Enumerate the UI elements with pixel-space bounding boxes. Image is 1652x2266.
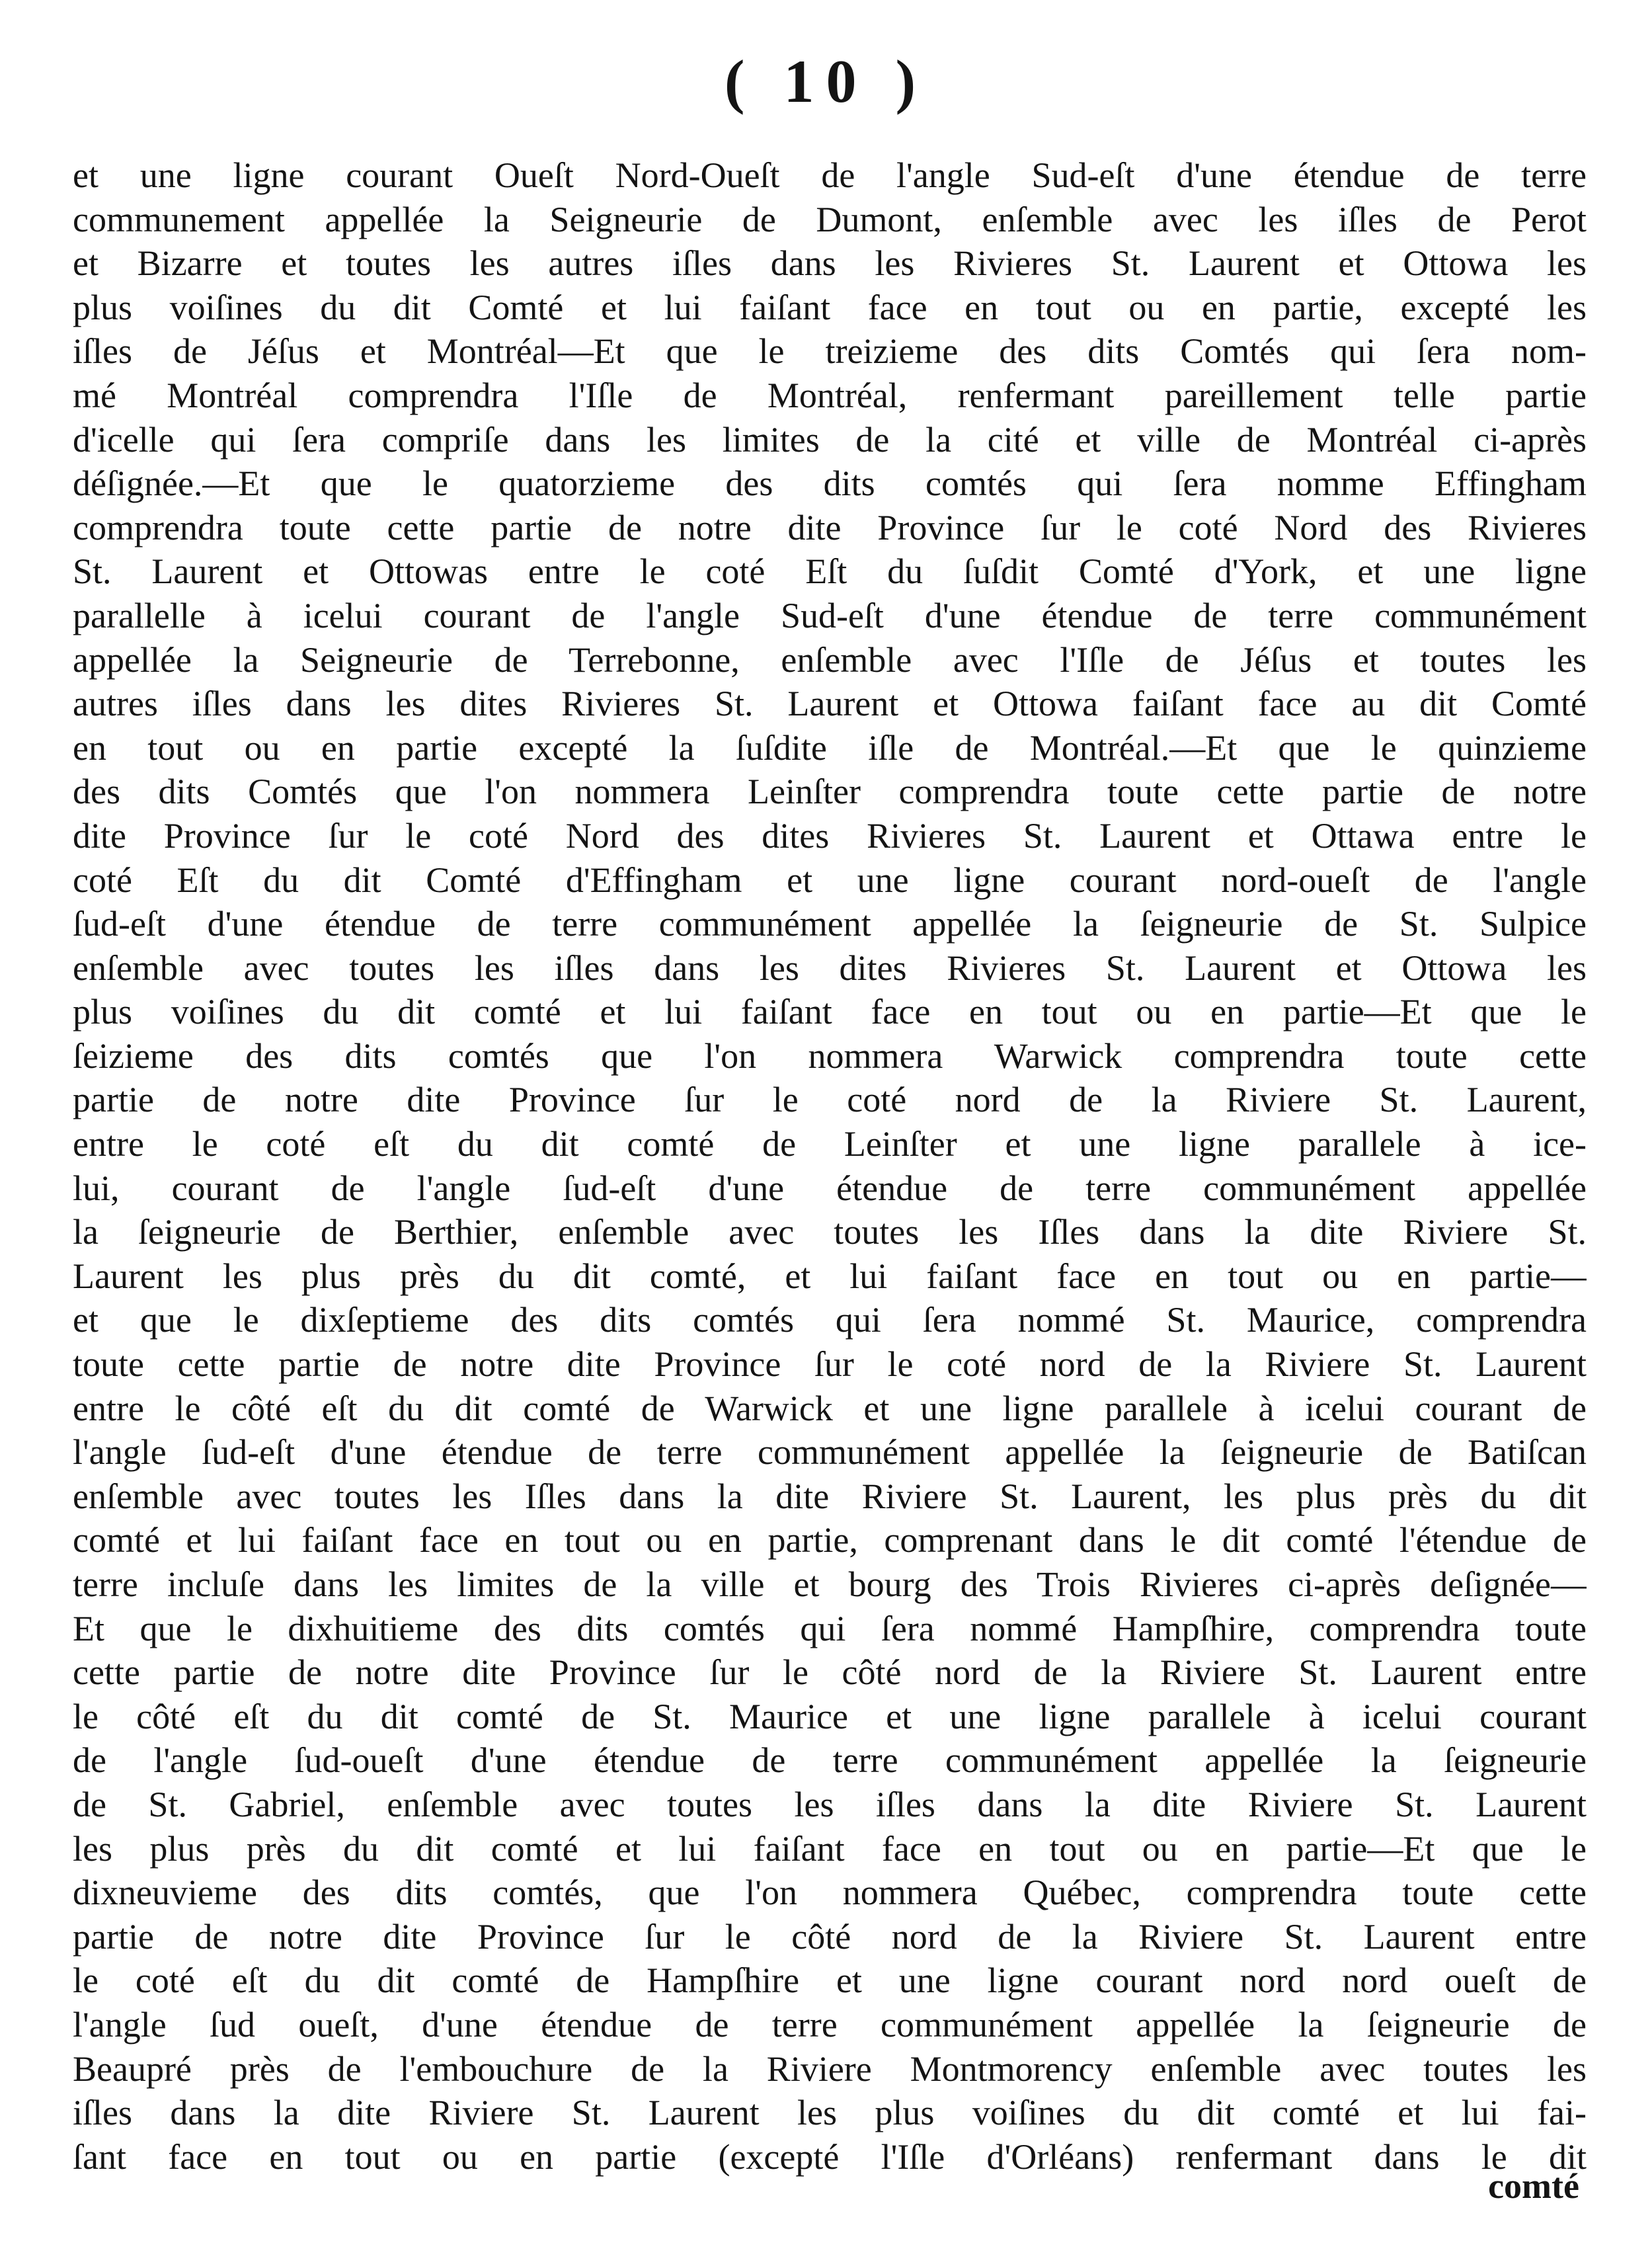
text-line: lui, courant de l'angle ſud-eſt d'une étendue de terre communément appellée bbox=[73, 1168, 1587, 1208]
text-line: Beaupré près de l'embouchure de la Riviere Montmorency enſemble avec toutes les bbox=[73, 2048, 1587, 2089]
text-line: dixneuvieme des dits comtés, que l'on nommera Québec, comprendra toute cette bbox=[73, 1873, 1587, 1913]
page-number: ( 10 ) bbox=[724, 48, 928, 115]
text-line: l'angle ſud-eſt d'une étendue de terre communément appellée la ſeigneurie de Batiſcan bbox=[73, 1432, 1587, 1473]
text-line: ſeizieme des dits comtés que l'on nommera Warwick comprendra toute cette bbox=[73, 1035, 1587, 1076]
text-line: de l'angle ſud-oueſt d'une étendue de terre communément appellée la ſeigneurie bbox=[73, 1740, 1587, 1781]
text-line: des dits Comtés que l'on nommera Leinſter comprendra toute cette partie de notre bbox=[73, 772, 1587, 812]
text-line: Et que le dixhuitieme des dits comtés qui ſera nommé Hampſhire, comprendra toute bbox=[73, 1608, 1587, 1648]
text-line: autres iſles dans les dites Rivieres St. Laurent et Ottowa faiſant face au dit Comté bbox=[73, 684, 1587, 724]
text-line: St. Laurent et Ottowas entre le coté Eſt du ſuſdit Comté d'York, et une ligne bbox=[73, 551, 1587, 592]
body-text bbox=[73, 153, 1587, 2179]
text-line: enſemble avec toutes les iſles dans les dites Rivieres St. Laurent et Ottowa les bbox=[73, 948, 1587, 988]
text-line: entre le côté eſt du dit comté de Warwick et une ligne parallele à icelui courant de bbox=[73, 1388, 1587, 1428]
text-line: les plus près du dit comté et lui faiſant face en tout ou en partie—Et que le bbox=[73, 1828, 1587, 1869]
text-line: comprendra toute cette partie de notre dite Province ſur le coté Nord des Rivieres bbox=[73, 507, 1587, 547]
text-line: toute cette partie de notre dite Province ſur le coté nord de la Riviere St. Laurent bbox=[73, 1344, 1587, 1385]
text-line: le coté eſt du dit comté de Hampſhire et une ligne courant nord nord oueſt de bbox=[73, 1961, 1587, 2001]
text-line: plus voiſines du dit Comté et lui faiſant face en tout ou en partie, excepté les bbox=[73, 287, 1587, 327]
text-line: iſles de Jéſus et Montréal—Et que le treizieme des dits Comtés qui ſera nom- bbox=[73, 331, 1587, 372]
text-line: appellée la Seigneurie de Terrebonne, enſemble avec l'Iſle de Jéſus et toutes les bbox=[73, 639, 1587, 680]
text-line: ſant face en tout ou en partie (excepté l'Iſle d'Orléans) renfermant dans le dit bbox=[73, 2136, 1587, 2177]
catchword: comté bbox=[1488, 2166, 1579, 2206]
text-line: partie de notre dite Province ſur le coté nord de la Riviere St. Laurent, bbox=[73, 1080, 1587, 1120]
text-line: cette partie de notre dite Province ſur le côté nord de la Riviere St. Laurent entre bbox=[73, 1652, 1587, 1693]
text-line: la ſeigneurie de Berthier, enſemble avec toutes les Iſles dans la dite Riviere St. bbox=[73, 1212, 1587, 1252]
text-line: l'angle ſud oueſt, d'une étendue de terre communément appellée la ſeigneurie de bbox=[73, 2004, 1587, 2044]
text-line: d'icelle qui ſera compriſe dans les limites de la cité et ville de Montréal ci-après bbox=[73, 419, 1587, 460]
text-line: et que le dixſeptieme des dits comtés qui ſera nommé St. Maurice, comprendra bbox=[73, 1300, 1587, 1340]
text-line: de St. Gabriel, enſemble avec toutes les iſles dans la dite Riviere St. Laurent bbox=[73, 1784, 1587, 1824]
text-line: plus voiſines du dit comté et lui faiſant face en tout ou en partie—Et que le bbox=[73, 992, 1587, 1032]
text-line: dite Province ſur le coté Nord des dites Rivieres St. Laurent et Ottawa entre le bbox=[73, 815, 1587, 856]
text-line: coté Eſt du dit Comté d'Effingham et une ligne courant nord-oueſt de l'angle bbox=[73, 860, 1587, 900]
text-line: et Bizarre et toutes les autres iſles dans les Rivieres St. Laurent et Ottowa les bbox=[73, 243, 1587, 284]
text-line: comté et lui faiſant face en tout ou en partie, comprenant dans le dit comté l'étendue de bbox=[73, 1520, 1587, 1560]
text-line: mé Montréal comprendra l'Iſle de Montréal, renfermant pareillement telle partie bbox=[73, 375, 1587, 415]
text-line: Laurent les plus près du dit comté, et lui faiſant face en tout ou en partie— bbox=[73, 1256, 1587, 1296]
text-line: communement appellée la Seigneurie de Dumont, enſemble avec les iſles de Perot bbox=[73, 199, 1587, 239]
text-line: entre le coté eſt du dit comté de Leinſter et une ligne parallele à ice- bbox=[73, 1124, 1587, 1164]
text-line: le côté eſt du dit comté de St. Maurice et une ligne parallele à icelui courant bbox=[73, 1696, 1587, 1736]
text-line: ſud-eſt d'une étendue de terre communément appellée la ſeigneurie de St. Sulpice bbox=[73, 904, 1587, 944]
text-line: et une ligne courant Oueſt Nord-Oueſt de l'angle Sud-eſt d'une étendue de terre bbox=[73, 155, 1587, 195]
text-line: en tout ou en partie excepté la ſuſdite iſle de Montréal.—Et que le quinzieme bbox=[73, 727, 1587, 768]
text-line: iſles dans la dite Riviere St. Laurent les plus voiſines du dit comté et lui fai- bbox=[73, 2093, 1587, 2133]
text-line: déſignée.—Et que le quatorzieme des dits comtés qui ſera nomme Effingham bbox=[73, 464, 1587, 504]
text-line: partie de notre dite Province ſur le côté nord de la Riviere St. Laurent entre bbox=[73, 1916, 1587, 1957]
text-line: terre incluſe dans les limites de la ville et bourg des Trois Rivieres ci-après deſignée— bbox=[73, 1564, 1587, 1604]
text-line: parallelle à icelui courant de l'angle Sud-eſt d'une étendue de terre communément bbox=[73, 595, 1587, 635]
text-line: enſemble avec toutes les Iſles dans la dite Riviere St. Laurent, les plus près du dit bbox=[73, 1476, 1587, 1516]
